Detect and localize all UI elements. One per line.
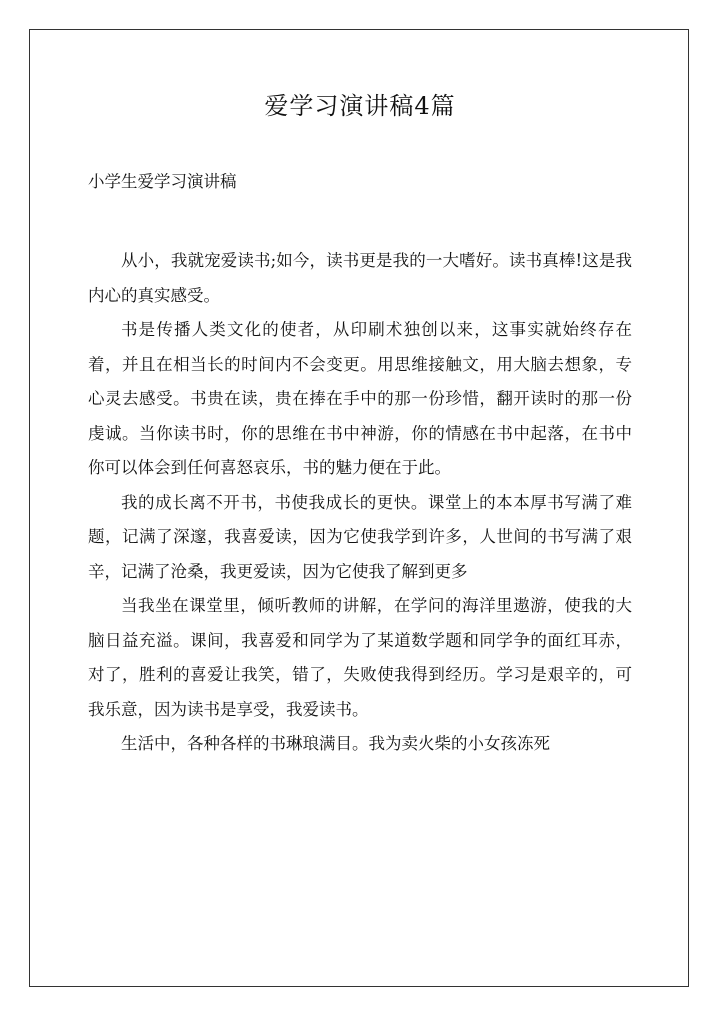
paragraph-2: 书是传播人类文化的使者，从印刷术独创以来，这事实就始终存在着，并且在相当长的时间内不会变更。用思维接触文，用大脑去想象，专心灵去感受。书贵在读，贵在捧在手中的那一份珍惜，翻开读时的那一份虔诚。当你读书时，你的思维在书中神游，你的情感在书中起落，在书中你可以体会到任何喜怒哀乐，书的魅力便在于此。 — [88, 320, 632, 477]
document-title: 爱学习演讲稿4篇 — [264, 92, 456, 120]
paragraph-3: 我的成长离不开书，书使我成长的更快。课堂上的本本厚书写满了难题，记满了深邃，我喜爱读，因为它使我学到许多，人世间的书写满了艰辛，记满了沧桑，我更爱读，因为它使我了解到更多 — [88, 492, 632, 581]
paragraph-5: 生活中，各种各样的书琳琅满目。我为卖火柴的小女孩冻死 — [121, 734, 550, 753]
paragraph-4: 当我坐在课堂里，倾听教师的讲解，在学问的海洋里遨游，使我的大脑日益充溢。课间，我喜爱和同学为了某道数学题和同学争的面红耳赤，对了，胜利的喜爱让我笑，错了，失败使我得到经历。学习是艰辛的，可我乐意，因为读书是享受，我爱读书。 — [88, 596, 632, 719]
body-text — [88, 244, 632, 762]
section-heading: 小学生爱学习演讲稿 — [88, 172, 237, 191]
paragraph-1: 从小，我就宠爱读书;如今，读书更是我的一大嗜好。读书真棒!这是我内心的真实感受。 — [88, 251, 632, 305]
